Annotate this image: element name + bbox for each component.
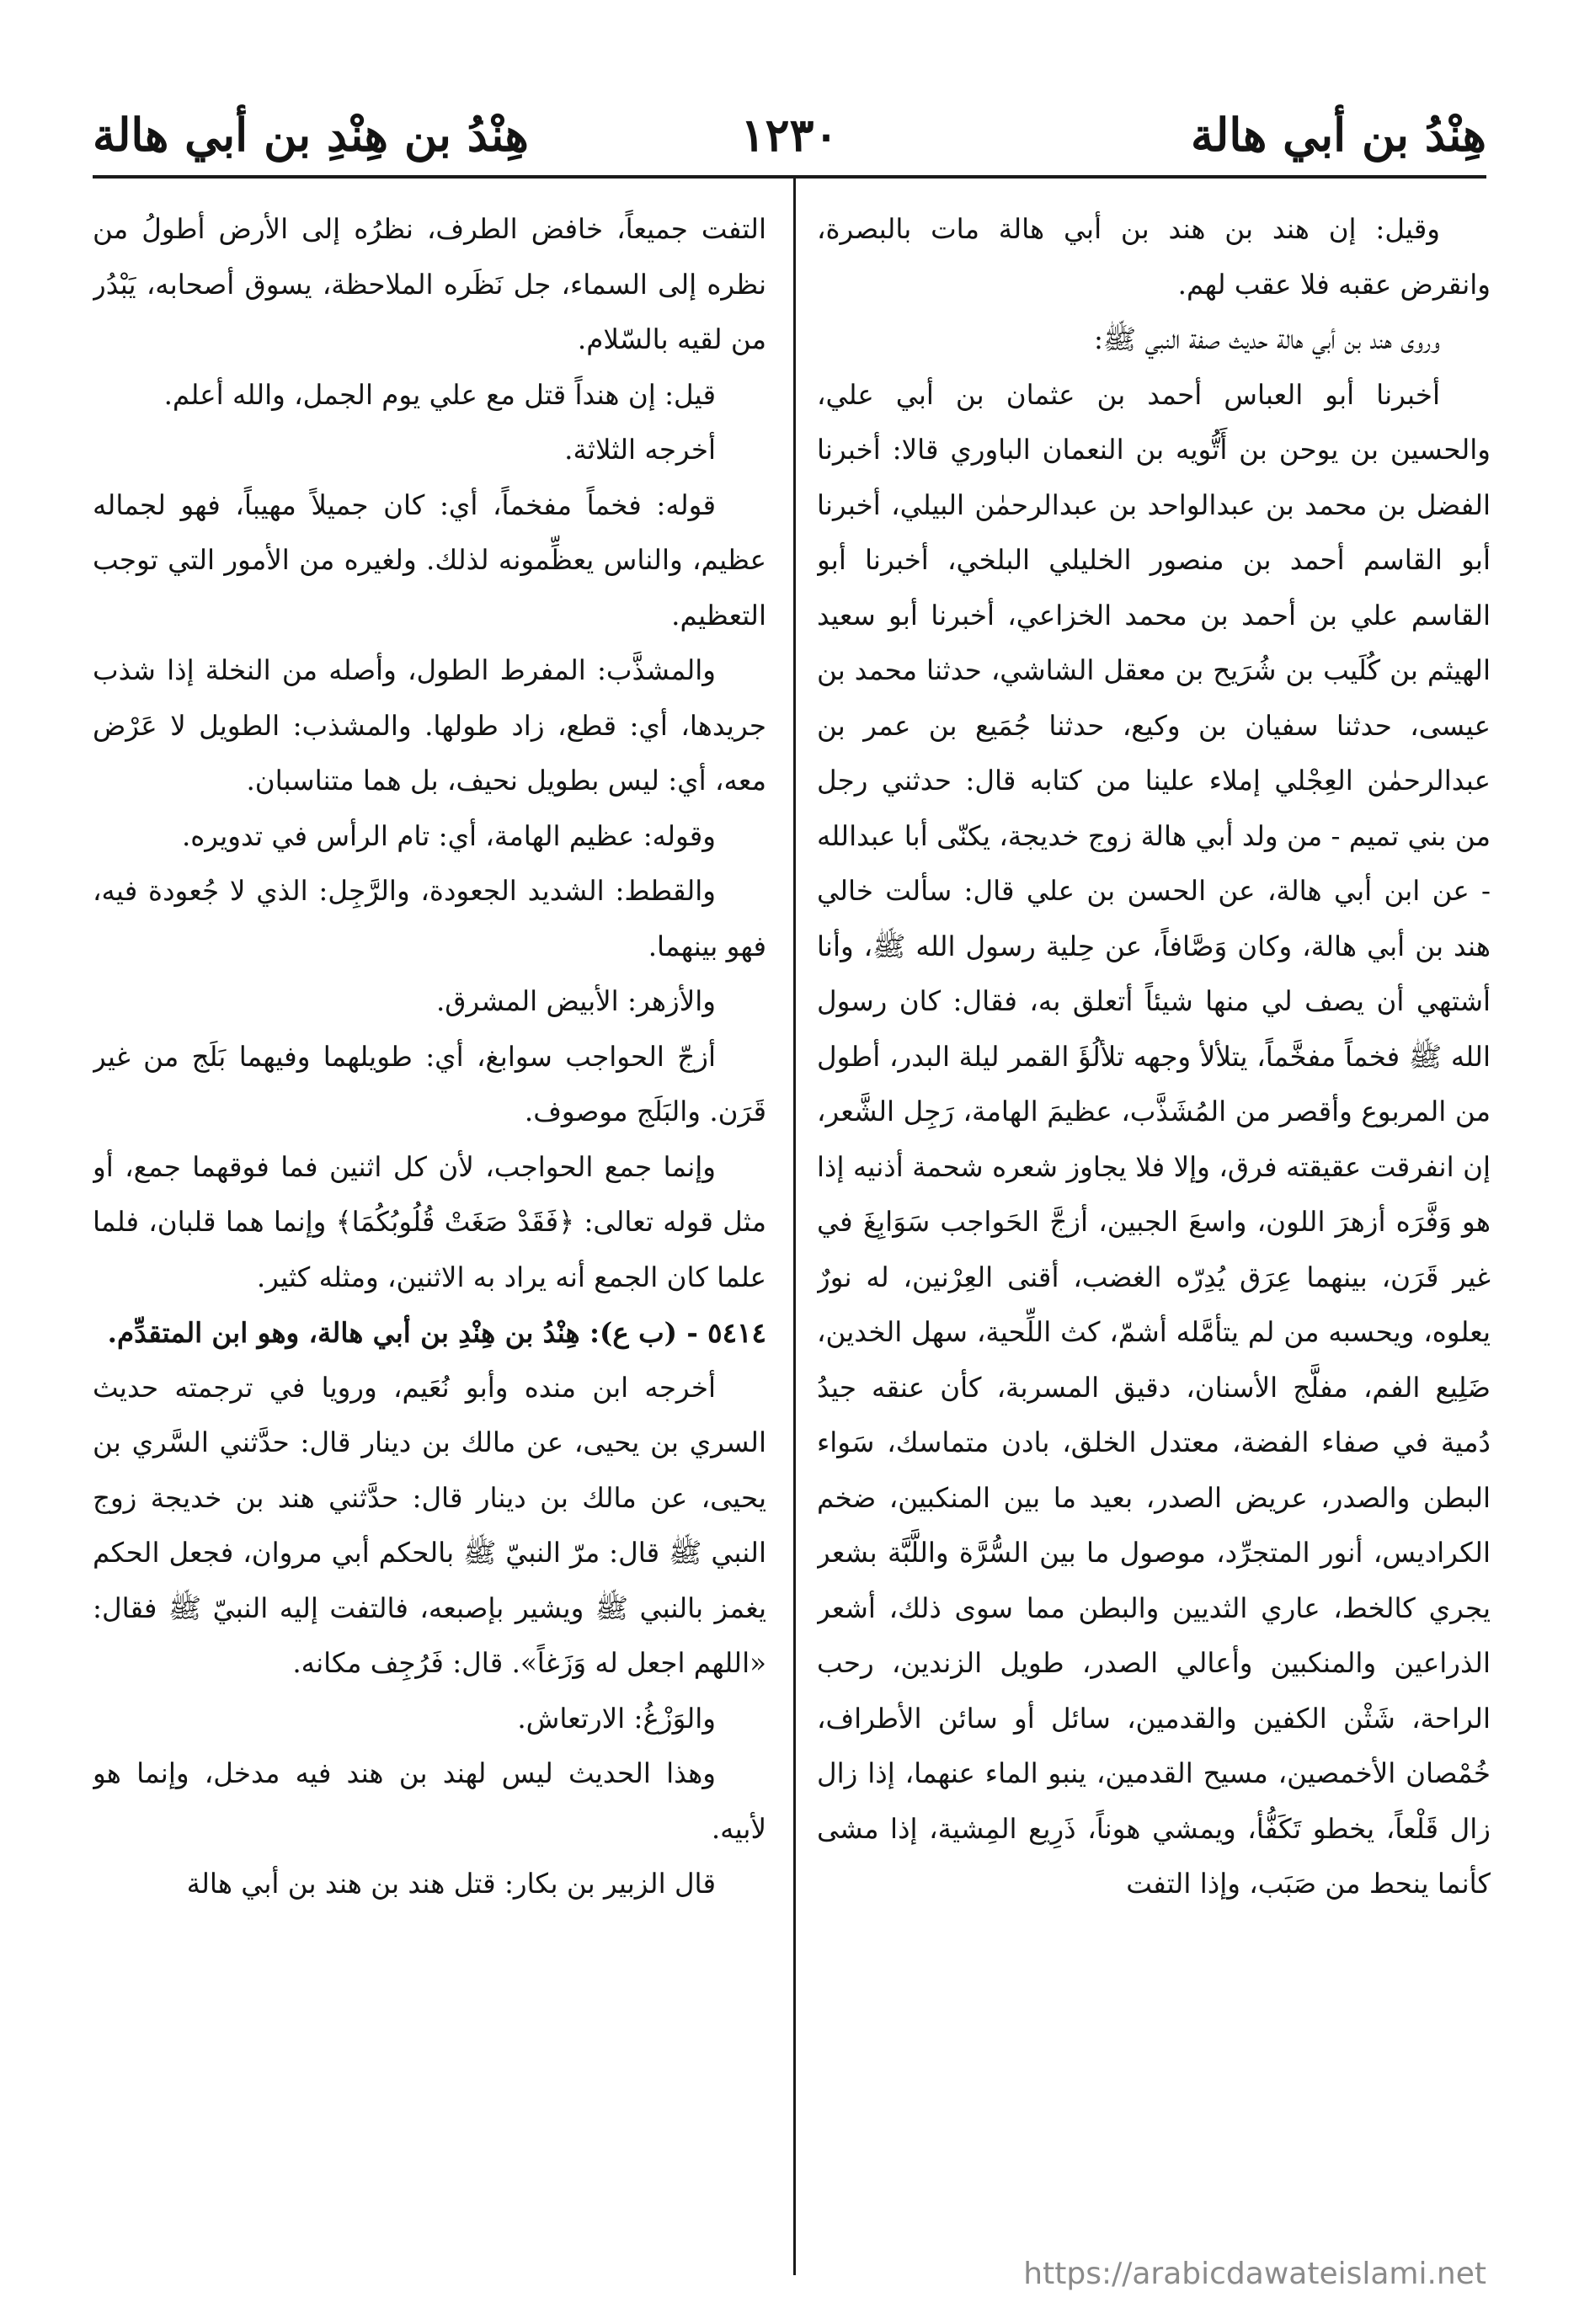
- paragraph: والمشذَّب: المفرط الطول، وأصله من النخلة إذا شذب جريدها، أي: قطع، زاد طولها. والمشذب: الطويل لا عَرْض معه، أي: ليس بطويل نحيف، بل هما متناسبان.: [93, 654, 766, 797]
- paragraph: وقوله: عظيم الهامة، أي: تام الرأس في تدويره.: [181, 819, 716, 852]
- paragraph: وإنما جمع الحواجب، لأن كل اثنين فما فوقهما جمع، أو مثل قوله تعالى: ﴿فَقَدْ صَغَتْ قُلُوبُكُمَا﴾ وإنما هما قلبان، فلما علما كان الجمع أنه يراد به الاثنين، ومثله كثير.: [93, 1150, 766, 1293]
- paragraph: والقطط: الشديد الجعودة، والرَّجِل: الذي لا جُعودة فيه، فهو بينهما.: [93, 875, 766, 962]
- paragraph: أزجّ الحواجب سوابغ، أي: طويلهما وفيهما بَلَج من غير قَرَن. والبَلَج موصوف.: [93, 1040, 766, 1127]
- paragraph: وروى هند بن أبي هالة حديث صفة النبي ﷺ:: [1093, 323, 1440, 355]
- paragraph: والأزهر: الأبيض المشرق.: [435, 985, 716, 1017]
- paragraph: أخرجه ابن منده وأبو نُعَيم، ورويا في ترجمته حديث السري بن يحيى، عن مالك بن دينار قال: حدَّثني السَّري بن يحيى، عن مالك بن دينار قال: حدَّثني هند بن خديجة زوج النبي ﷺ قال: مرّ النبيّ ﷺ بالحكم أبي مروان، فجعل الحكم يغمز بالنبي ﷺ ويشير بإصبعه، فالتفت إليه النبيّ ﷺ فقال: «اللهم اجعل له وَزَغاً». قال: فَرُجِف مكانه.: [93, 1371, 766, 1679]
- paragraph: أخبرنا أبو العباس أحمد بن عثمان بن أبي علي، والحسين بن يوحن بن أَتُّويه بن النعمان الباوري قالا: أخبرنا الفضل بن محمد بن عبدالواحد بن عبدالرحمٰن البيلي، أخبرنا أبو القاسم أحمد بن منصور الخليلي البلخي، أخبرنا أبو القاسم علي بن أحمد بن محمد الخزاعي، أخبرنا أبو سعيد الهيثم بن كُلَيب بن شُرَيح بن معقل الشاشي، حدثنا محمد بن عيسى، حدثنا سفيان بن وكيع، حدثنا جُمَيع بن عمر بن عبدالرحمٰن العِجْلي إملاء علينا من كتابه قال: حدثني رجل من بني تميم - من ولد أبي هالة زوج خديجة، يكنّى أبا عبدالله - عن ابن أبي هالة، عن الحسن بن علي قال: سألت خالي هند بن أبي هالة، وكان وَصَّافاً، عن حِلية رسول الله ﷺ، وأنا أشتهي أن يصف لي منها شيئاً أتعلق به، فقال: كان رسول الله ﷺ فخماً مفخَّماً، يتلألأ وجهه تلألُؤَ القمر ليلة البدر، أطول من المربوع وأقصر من المُشَذَّب، عظيمَ الهامة، رَجِل الشَّعر، إن انفرقت عقيقته فرق، وإلا فلا يجاوز شعره شحمة أذنيه إذا هو وَفَّرَه أزهرَ اللون، واسعَ الجبين، أزجَّ الحَواجب سَوَابِغَ في غير قَرَن، بينهما عِرَق يُدِرّه الغضب، أقنى العِرْنين، له نورٌ يعلوه، ويحسبه من لم يتأمَّله أشمّ، كث اللِّحية، سهل الخدين، ضَلِيع الفم، مفلَّج الأسنان، دقيق المسربة، كأن عنقه جيدُ دُمية في صفاء الفضة، معتدل الخلق، بادن متماسك، سَواء البطن والصدر، عريض الصدر، بعيد ما بين المنكبين، ضخم الكراديس، أنور المتجرِّد، موصول ما بين السُّرَّة واللَّبَّة بشعر يجري كالخط، عاري الثديين والبطن مما سوى ذلك، أشعر الذراعين والمنكبين وأعالي الصدر، طويل الزندين، رحب الراحة، شَثْن الكفين والقدمين، سائل أو سائن الأطراف، خُمْصان الأخمصين، مسيح القدمين، ينبو الماء عنهما، إذا زال زال قَلْعاً، يخطو تَكَفُّأ، ويمشي هوناً، ذَرِيع المِشية، إذا مشى كأنما ينحط من صَبَب، وإذا التفت: [817, 378, 1491, 1900]
- running-title-left: هِنْدُ بن هِنْدِ بن أبي هالة: [93, 108, 529, 162]
- paragraph: وهذا الحديث ليس لهند بن هند فيه مدخل، وإنما هو لأبيه.: [93, 1757, 766, 1845]
- paragraph: التفت جميعاً، خافض الطرف، نظرُه إلى الأرض أطولُ من نظره إلى السماء، جل نَظَره الملاحظة، يسوق أصحابه، يَبْدُر من لقيه بالسّلام.: [93, 213, 766, 355]
- paragraph: قوله: فخماً مفخماً، أي: كان جميلاً مهيباً، فهو لجماله عظيم، والناس يعظِّمونه لذلك. ولغيره من الأمور التي توجب التعظيم.: [93, 488, 766, 632]
- paragraph: أخرجه الثلاثة.: [564, 434, 716, 466]
- header-rule: [93, 175, 1486, 179]
- running-title-right: هِنْدُ بن أبي هالة: [1190, 108, 1486, 162]
- paragraph: وقيل: إن هند بن هند بن أبي هالة مات بالبصرة، وانقرض عقبه فلا عقب لهم.: [817, 213, 1491, 301]
- page-header: [93, 99, 1486, 175]
- right-column: [817, 202, 1491, 2273]
- paragraph: قال الزبير بن بكار: قتل هند بن هند بن أبي هالة: [186, 1868, 716, 1900]
- paragraph: والوَزْغُ: الارتعاش.: [517, 1702, 716, 1735]
- watermark-url: https://arabicdawateislami.net: [1023, 2257, 1486, 2291]
- column-divider: [793, 179, 796, 2275]
- entry-heading: ٥٤١٤ - (ب ع): هِنْدُ بن هِنْدِ بن أبي هالة، وهو ابن المتقدِّم.: [107, 1316, 766, 1349]
- left-column: [93, 202, 766, 2273]
- page-number: ١٢٣٠: [740, 108, 839, 162]
- paragraph: قيل: إن هنداً قتل مع علي يوم الجمل، والله أعلم.: [163, 378, 716, 411]
